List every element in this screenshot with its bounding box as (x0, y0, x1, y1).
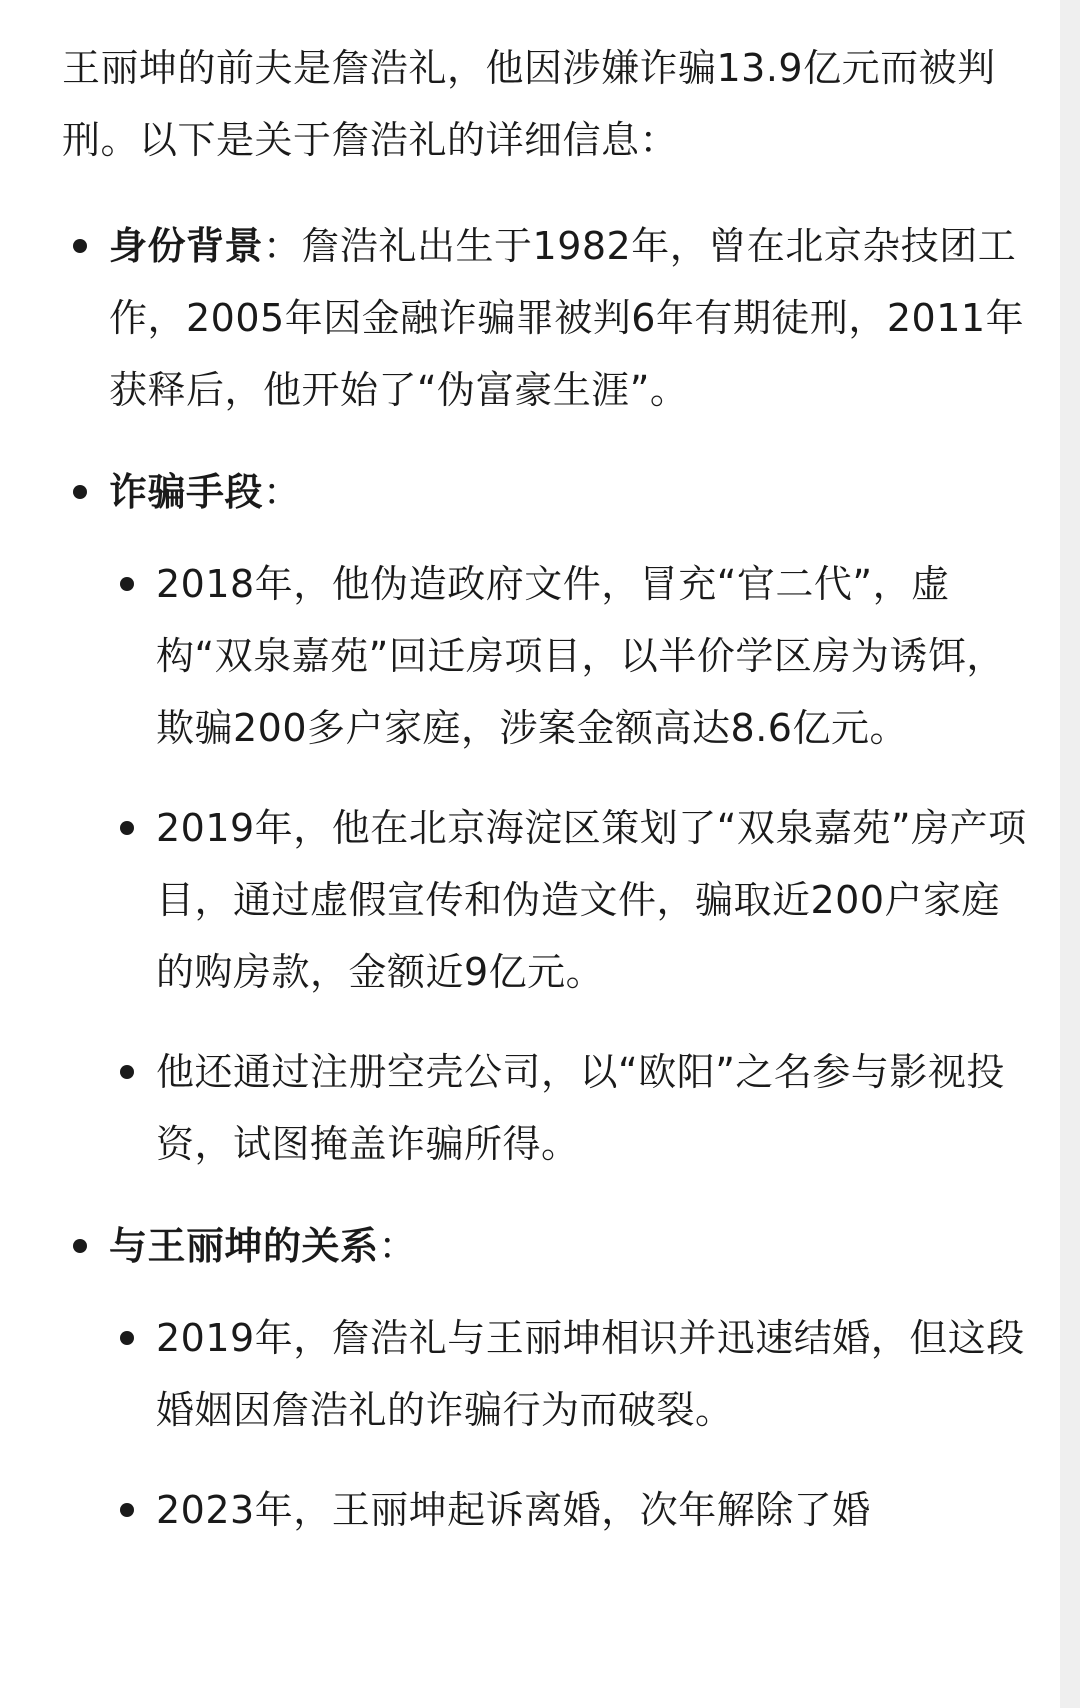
list-item: 他还通过注册空壳公司，以“欧阳”之名参与影视投资，试图掩盖诈骗所得。 (109, 1036, 1032, 1180)
list-item: 2019年，他在北京海淀区策划了“双泉嘉苑”房产项目，通过虚假宣传和伪造文件，骗取近200户家庭的购房款，金额近9亿元。 (109, 792, 1032, 1008)
section-colon: ： (378, 1224, 418, 1268)
section-list (62, 210, 1032, 1546)
section-label: 诈骗手段 (109, 470, 264, 514)
section-text: 詹浩礼出生于1982年，曾在北京杂技团工作，2005年因金融诈骗罪被判6年有期徒刑，2011年获释后，他开始了“伪富豪生涯”。 (109, 224, 1025, 412)
sub-list (109, 548, 1032, 1180)
scrollbar-track[interactable] (1060, 0, 1080, 1708)
section-label: 与王丽坤的关系 (109, 1224, 379, 1268)
section-colon: ： (263, 224, 302, 268)
list-item: 2023年，王丽坤起诉离婚，次年解除了婚 (109, 1474, 1032, 1546)
section-fraud-methods (62, 456, 1032, 1180)
sub-list (109, 1302, 1032, 1546)
section-colon: ： (263, 470, 302, 514)
list-item: 2019年，詹浩礼与王丽坤相识并迅速结婚，但这段婚姻因詹浩礼的诈骗行为而破裂。 (109, 1302, 1032, 1446)
section-identity (62, 210, 1032, 426)
section-relationship (62, 1210, 1032, 1546)
article-content (62, 32, 1032, 1576)
list-item: 2018年，他伪造政府文件，冒充“官二代”，虚构“双泉嘉苑”回迁房项目，以半价学区房为诱饵，欺骗200多户家庭，涉案金额高达8.6亿元。 (109, 548, 1032, 764)
section-label: 身份背景 (109, 224, 264, 268)
intro-paragraph: 王丽坤的前夫是詹浩礼，他因涉嫌诈骗13.9亿元而被判刑。以下是关于詹浩礼的详细信息： (62, 46, 996, 162)
